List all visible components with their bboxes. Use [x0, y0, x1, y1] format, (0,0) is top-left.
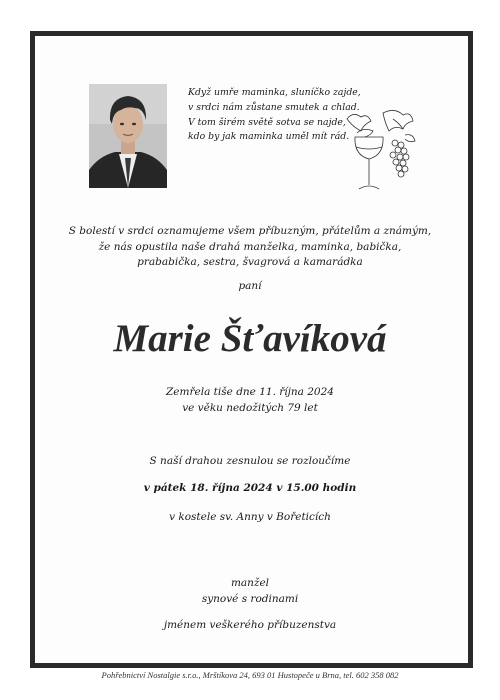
deceased-name: Marie Šťavíková: [113, 317, 387, 360]
announcement-line: S bolestí v srdci oznamujeme všem příbuzným, přátelům a známým,: [68, 225, 432, 237]
announcement-line: prababička, sestra, švagrová a kamarádka: [137, 256, 363, 268]
funeral-datetime: v pátek 18. října 2024 v 15.00 hodin: [143, 482, 357, 494]
funeral-place: v kostele sv. Anny v Bořeticích: [169, 511, 331, 523]
funeral-home-footer: Pohřebnictví Nostalgie s.r.o., Mrštíkova 24, 693 01 Hustopeče u Brna, tel. 602 358 082: [101, 670, 399, 680]
age-at-death: ve věku nedožitých 79 let: [182, 402, 318, 414]
death-date: Zemřela tiše dne 11. října 2024: [166, 386, 334, 398]
poem-line: V tom širém světě sotva se najde,: [188, 116, 346, 128]
poem-line: Když umře maminka, sluníčko zajde,: [188, 87, 361, 98]
poem-line: v srdci nám zůstane smutek a chlad.: [188, 101, 360, 113]
death-details: [40, 384, 460, 416]
wine-glass-grapes-icon: [343, 105, 418, 197]
mourner-relatives: jménem veškerého příbuzenstva: [163, 619, 337, 631]
mourner-husband: manžel: [230, 577, 270, 589]
farewell-intro: S naší drahou zesnulou se rozloučíme: [149, 455, 351, 467]
poem-line: kdo by jak maminka uměl mít rád.: [188, 131, 350, 143]
portrait-photo: [89, 84, 167, 188]
mourner-sons: synové s rodinami: [201, 593, 299, 605]
mourners-list: [40, 575, 460, 633]
announcement-line: že nás opustila naše drahá manželka, maminka, babička,: [98, 240, 402, 253]
announcement-text: [40, 224, 460, 271]
memorial-poem: [188, 86, 361, 145]
honorific: paní: [238, 280, 262, 292]
